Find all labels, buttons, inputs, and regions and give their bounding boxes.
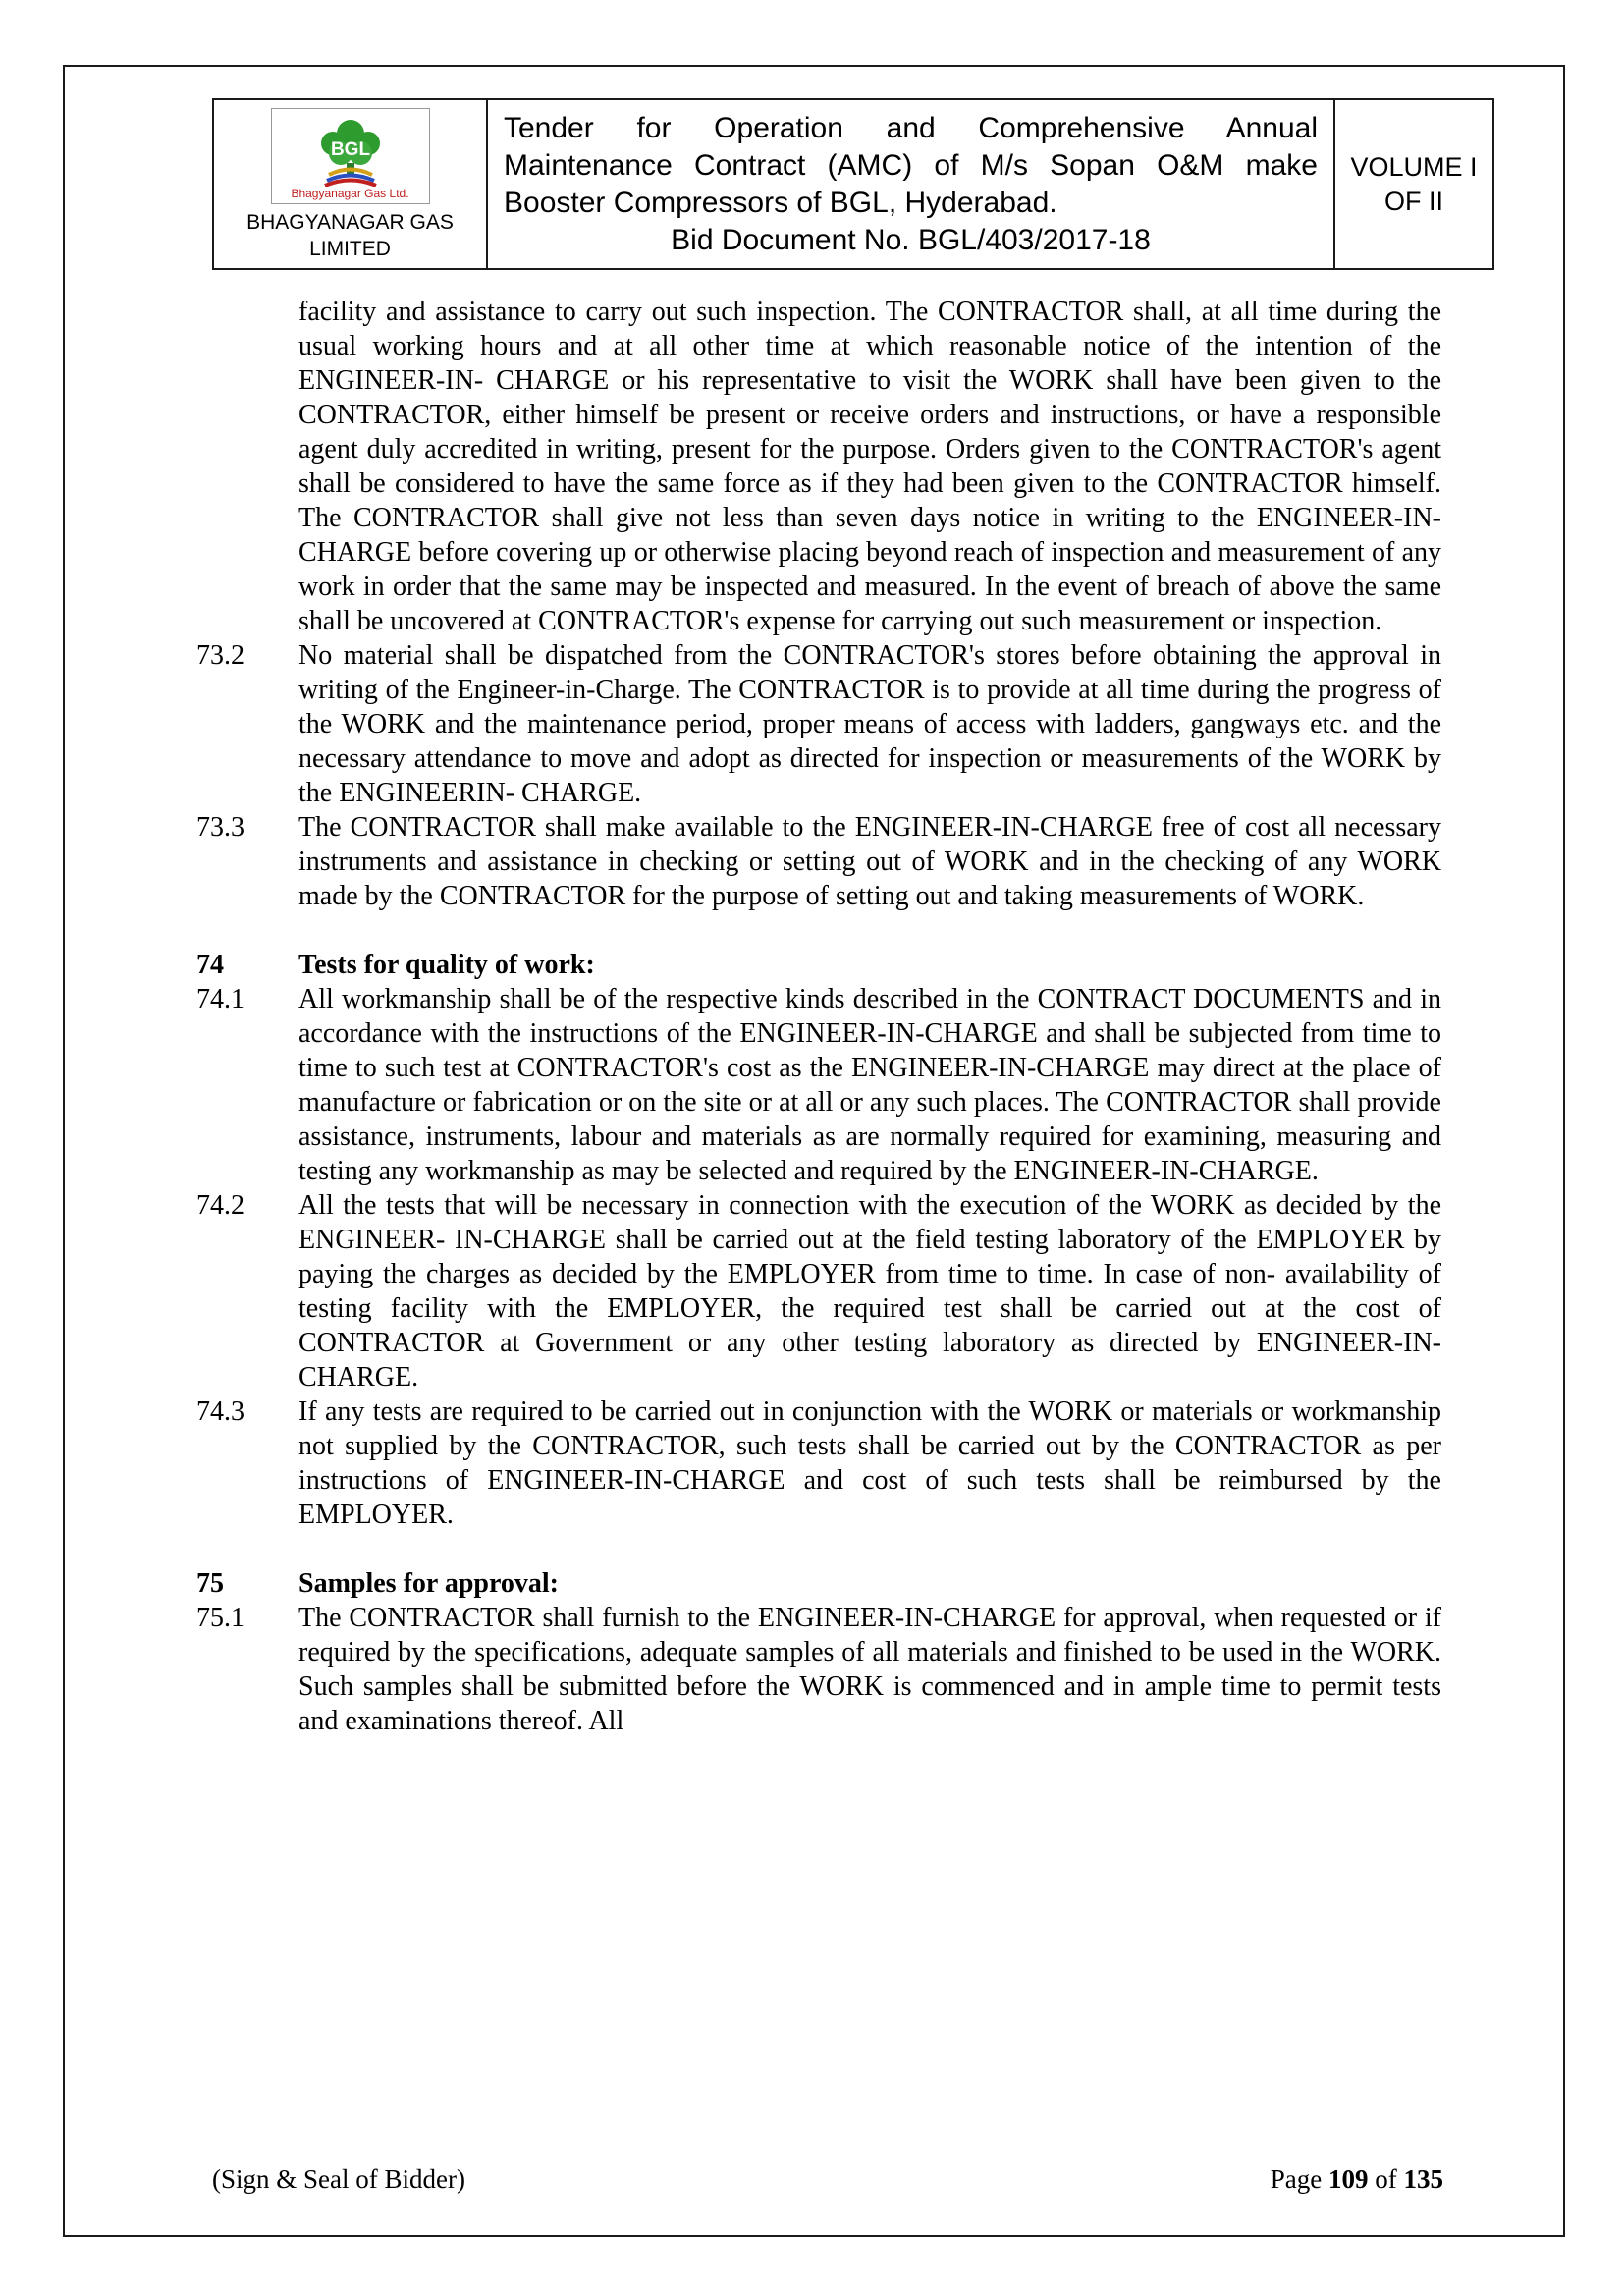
paragraph-number: 74 <box>196 950 224 980</box>
paragraph-text: All the tests that will be necessary in connection with the execution of the WORK as decided by the ENGINEER- IN-CHARGE shall be carried out at the field testing laboratory of the EMPLOYER by paying the charges as decided by the EMPLOYER from time to time. In case of non- availability of testing facility with the EMPLOYER, the required test shall be carried out at the cost of CONTRACTOR at Government or any other testing laboratory as directed by ENGINEER-IN-CHARGE. <box>298 1190 1441 1393</box>
company-logo <box>271 108 430 204</box>
volume-line2: OF II <box>1384 186 1443 216</box>
sign-seal-note: (Sign & Seal of Bidder) <box>212 2164 465 2194</box>
svg-text:BGL: BGL <box>330 139 370 160</box>
paragraph-number: 75.1 <box>196 1603 244 1633</box>
paragraph-number: 74.1 <box>196 984 244 1014</box>
paragraph <box>196 638 1441 810</box>
paragraph-number: 75 <box>196 1568 224 1599</box>
page-footer <box>212 2162 1443 2196</box>
tender-title: Tender for Operation and Comprehensive Annual Maintenance Contract (AMC) of M/s Sopan O&M make Booster Compressors of BGL, Hyderabad. <box>504 112 1318 219</box>
paragraph <box>196 948 1441 982</box>
document-header <box>212 98 1494 270</box>
paragraph <box>196 295 1441 638</box>
logo-tagline: Bhagyanagar Gas Ltd. <box>291 187 409 200</box>
paragraph-number: 74.2 <box>196 1190 244 1221</box>
paragraph-number: 73.3 <box>196 812 244 843</box>
title-cell <box>488 100 1335 268</box>
paragraph-text: facility and assistance to carry out such inspection. The CONTRACTOR shall, at all time during the usual working hours and at all other time at which reasonable notice of the intention of the ENGINEER-IN- CHARGE or his representative to visit the WORK shall have been given to the CONTRACTOR, either himself be present or receive orders and instructions, or have a responsible agent duly accredited in writing, present for the purpose. Orders given to the CONTRACTOR's agent shall be considered to have the same force as if they had been given to the CONTRACTOR himself. The CONTRACTOR shall give not less than seven days notice in writing to the ENGINEER-IN-CHARGE before covering up or otherwise placing beyond reach of inspection and measurement of any work in order that the same may be inspected and measured. In the event of breach of above the same shall be uncovered at CONTRACTOR's expense for carrying out such measurement or inspection. <box>298 297 1441 636</box>
paragraph-number <box>196 295 298 638</box>
paragraph-number: 74.3 <box>196 1396 244 1427</box>
paragraph-text: No material shall be dispatched from the CONTRACTOR's stores before obtaining the approval in writing of the Engineer-in-Charge. The CONTRACTOR is to provide at all time during the progress of the WORK and the maintenance period, proper means of access with ladders, gangways etc. and the necessary attendance to move and adopt as directed for inspection or measurements of the WORK by the ENGINEERIN- CHARGE. <box>298 640 1441 808</box>
document-page <box>63 65 1565 2237</box>
paragraph-text: If any tests are required to be carried out in conjunction with the WORK or materials or workmanship not supplied by the CONTRACTOR, such tests shall be carried out by the CONTRACTOR as per instructions of ENGINEER-IN-CHARGE and cost of such tests shall be reimbursed by the EMPLOYER. <box>298 1396 1441 1530</box>
paragraph <box>196 810 1441 913</box>
paragraph <box>196 1601 1441 1738</box>
paragraph-text: The CONTRACTOR shall furnish to the ENGINEER-IN-CHARGE for approval, when requested or if required by the specifications, adequate samples of all materials and finished to be used in the WORK. Such samples shall be submitted before the WORK is commenced and in ample time to permit tests and examinations thereof. All <box>298 1603 1441 1736</box>
paragraph-number: 73.2 <box>196 640 244 671</box>
bid-document-number: Bid Document No. BGL/403/2017-18 <box>671 224 1151 256</box>
organization-name: BHAGYANAGAR GAS LIMITED <box>246 211 454 260</box>
paragraph-text: The CONTRACTOR shall make available to the ENGINEER-IN-CHARGE free of cost all necessary instruments and assistance in checking or setting out of WORK and in the checking of any WORK made by the CONTRACTOR for the purpose of setting out and taking measurements of WORK. <box>298 812 1441 911</box>
paragraph <box>196 982 1441 1188</box>
bgl-tree-logo-icon <box>292 114 409 187</box>
paragraph-text: Samples for approval: <box>298 1568 559 1599</box>
paragraph <box>196 1394 1441 1532</box>
paragraph <box>196 1566 1441 1601</box>
content-body <box>196 295 1441 1738</box>
paragraph-text: All workmanship shall be of the respective kinds described in the CONTRACT DOCUMENTS and in accordance with the instructions of the ENGINEER-IN-CHARGE and shall be subjected from time to time to such test at CONTRACTOR's cost as the ENGINEER-IN-CHARGE may direct at the place of manufacture or fabrication or on the site or at all or any such places. The CONTRACTOR shall provide assistance, instruments, labour and materials as are normally required for examining, measuring and testing any workmanship as may be selected and required by the ENGINEER-IN-CHARGE. <box>298 984 1441 1186</box>
page-number: Page 109 of 135 <box>1270 2164 1443 2194</box>
volume-cell <box>1335 100 1492 268</box>
paragraph-text: Tests for quality of work: <box>298 950 595 980</box>
paragraph <box>196 1188 1441 1394</box>
volume-line1: VOLUME I <box>1350 151 1478 182</box>
logo-cell <box>214 100 488 268</box>
